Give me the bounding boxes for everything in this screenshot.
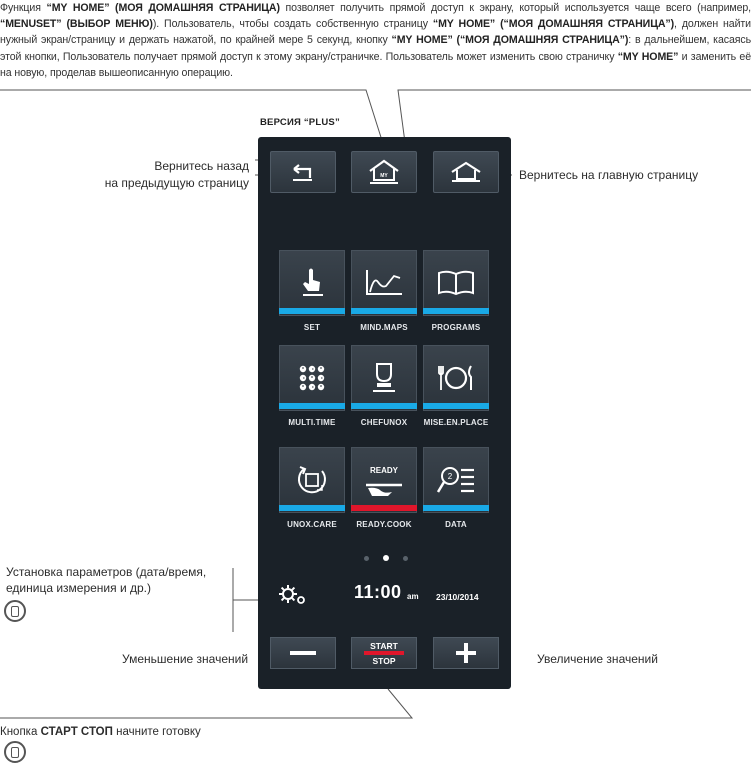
chef-hat-icon (369, 361, 399, 395)
decrease-callout: Уменьшение значений (122, 652, 249, 666)
tile-chefunox-bar (351, 403, 417, 409)
startstop-callout-text: Кнопка (0, 726, 41, 738)
data-search-icon (436, 464, 476, 496)
tablet-icon (4, 600, 26, 622)
home-callout: Вернитесь на главную страницу (519, 168, 699, 182)
tile-unox-care[interactable] (279, 447, 345, 513)
back-callout (145, 158, 249, 174)
back-callout-line2: на предыдущую страницу (104, 176, 249, 190)
increase-callout: Увеличение значений (537, 652, 658, 666)
tile-ready-cook-bar (351, 505, 417, 511)
tile-data[interactable] (423, 447, 489, 513)
intro-text: Функция (0, 2, 47, 14)
intro-text: и заменить её на новую, проделав вышеописанную операцию. (0, 50, 751, 79)
intro-bold-myhome: “MY HOME” (МОЯ ДОМАШНЯЯ СТРАНИЦА) (46, 2, 280, 14)
clock-date: 23/10/2014 (436, 592, 479, 602)
home-icon (448, 160, 484, 184)
tile-programs-label: PROGRAMS (431, 323, 481, 332)
tile-set-bar (279, 308, 345, 314)
svg-text:MY: MY (380, 173, 388, 179)
clock-time: 11:00 (354, 582, 402, 602)
startstop-callout-bold: СТАРТ СТОП (40, 726, 113, 738)
back-button[interactable] (270, 151, 336, 193)
home-button[interactable] (433, 151, 499, 193)
startstop-callout (0, 724, 201, 740)
tile-multi-time[interactable] (279, 345, 345, 411)
page-dot[interactable] (364, 556, 369, 561)
increase-button[interactable] (433, 637, 499, 669)
settings-callout-line2: единица измерения и др.) (6, 581, 152, 595)
decrease-button[interactable] (270, 637, 336, 669)
intro-text: ). Пользователь, чтобы создать собственную страницу (152, 18, 433, 31)
start-stop-red-bar (364, 651, 404, 655)
tile-unox-care-bar (279, 505, 345, 511)
minus-icon (288, 649, 318, 657)
start-stop-button[interactable] (351, 637, 417, 669)
finger-touch-icon (297, 266, 327, 300)
clock-ampm: am (407, 592, 419, 601)
intro-text: позволяет получить прямой доступ к экрану, который используется чаще всего (например, (279, 2, 751, 14)
svg-text:2: 2 (447, 472, 453, 481)
startstop-callout-text: начните готовку (112, 726, 201, 738)
tile-set-label: SET (303, 323, 321, 332)
ready-text: READY (369, 465, 398, 475)
ready-tray-icon (362, 475, 406, 497)
timer-grid-icon (297, 363, 327, 393)
control-panel (258, 137, 511, 689)
tile-mind-maps[interactable] (351, 250, 417, 316)
version-label: ВЕРСИЯ “PLUS” (260, 117, 340, 128)
back-arrow-icon (288, 161, 318, 183)
page-dot-active[interactable] (383, 555, 389, 561)
tile-data-bar (423, 505, 489, 511)
tile-programs-bar (423, 308, 489, 314)
book-icon (437, 269, 475, 297)
tile-mise-en-place-label: MISE.EN.PLACE (423, 418, 489, 427)
tile-chefunox[interactable] (351, 345, 417, 411)
settings-callout-line1: Установка параметров (дата/время, (6, 565, 207, 579)
tile-programs[interactable] (423, 250, 489, 316)
intro-paragraph (0, 0, 751, 81)
intro-bold-myhome: “MY HOME” (617, 50, 679, 63)
stop-label: STOP (372, 656, 396, 666)
tile-multi-time-bar (279, 403, 345, 409)
intro-bold-myhome: “MY HOME” (“МОЯ ДОМАШНЯЯ СТРАНИЦА”) (432, 18, 675, 31)
tile-mise-en-place[interactable] (423, 345, 489, 411)
settings-gears-icon[interactable] (278, 584, 308, 606)
tile-mise-en-place-bar (423, 403, 489, 409)
back-callout-line: Вернитесь назад (154, 159, 249, 173)
tile-multi-time-label: MULTI.TIME (288, 418, 336, 427)
tile-mind-maps-bar (351, 308, 417, 314)
tablet-icon (4, 741, 26, 763)
page-dot[interactable] (403, 556, 408, 561)
start-label: START (370, 641, 398, 651)
intro-text: , должен найти нужный экран/страницу и держать нажатой, по крайней мере 5 секунд, кнопку (0, 18, 751, 47)
tile-mind-maps-label: MIND.MAPS (360, 323, 408, 332)
plate-cutlery-icon (436, 363, 476, 393)
my-home-icon (366, 158, 402, 186)
plus-icon (454, 641, 478, 665)
my-home-button[interactable] (351, 151, 417, 193)
intro-text: : в дальнейшем, касаясь этой кнопки, Пользователь получает прямой доступ к этому экрану/страничке. Пользователь может изменить свою страничку (0, 34, 751, 63)
intro-bold-menuset: “MENUSET” (ВЫБОР МЕНЮ) (0, 18, 153, 31)
tile-ready-cook-label: READY.COOK (356, 520, 412, 529)
tile-unox-care-label: UNOX.CARE (287, 520, 337, 529)
intro-bold-myhome: “MY HOME” (“МОЯ ДОМАШНЯЯ СТРАНИЦА”) (391, 34, 629, 47)
tile-chefunox-label: CHEFUNOX (360, 418, 408, 427)
graph-icon (364, 268, 404, 298)
tile-ready-cook[interactable] (351, 447, 417, 513)
care-cycle-icon (295, 463, 329, 497)
tile-data-label: DATA (445, 520, 467, 529)
tile-set[interactable] (279, 250, 345, 316)
